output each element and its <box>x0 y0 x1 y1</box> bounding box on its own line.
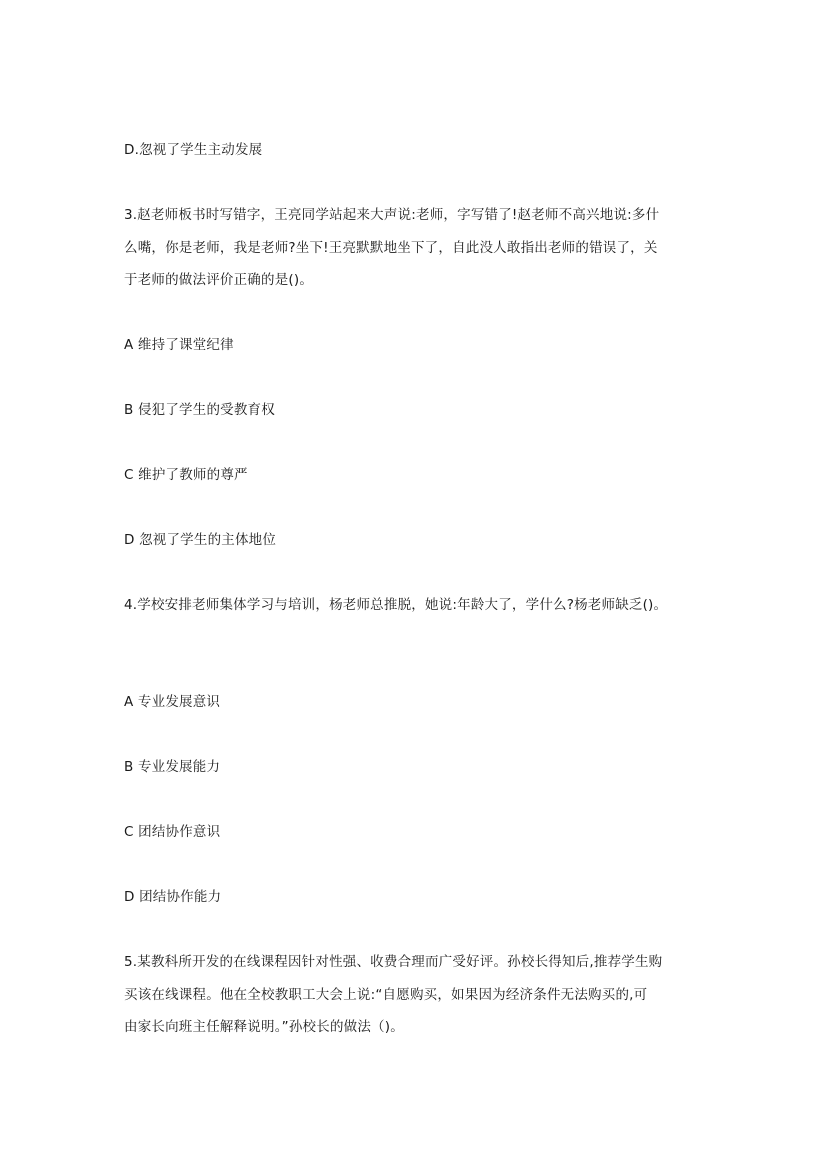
q4-option-d: D 团结协作能力 <box>124 889 222 905</box>
q3-stem-line-3: 于老师的做法评价正确的是()。 <box>124 272 314 288</box>
q4-option-b: B 专业发展能力 <box>124 759 221 775</box>
q2-option-d: D.忽视了学生主动发展 <box>124 142 263 158</box>
q3-option-d: D 忽视了学生的主体地位 <box>124 532 277 548</box>
q3-option-a: A 维持了课堂纪律 <box>124 337 234 353</box>
q4-option-a: A 专业发展意识 <box>124 694 221 710</box>
q3-stem-line-1: 3.赵老师板书时写错字，王亮同学站起来大声说:老师，字写错了!赵老师不高兴地说:多什 <box>124 207 660 223</box>
q5-stem-line-2: 买该在线课程。他在全校教职工大会上说:“自愿购买，如果因为经济条件无法购买的,可 <box>124 987 648 1003</box>
q3-option-b: B 侵犯了学生的受教育权 <box>124 402 275 418</box>
q5-stem-line-1: 5.某教科所开发的在线课程因针对性强、收费合理而广受好评。孙校长得知后,推荐学生购 <box>124 954 663 970</box>
q4-option-c: C 团结协作意识 <box>124 824 221 840</box>
q5-stem-line-3: 由家长向班主任解释说明。”孙校长的做法（)。 <box>124 1019 404 1035</box>
q3-option-c: C 维护了教师的尊严 <box>124 467 248 483</box>
q3-stem-line-2: 么嘴，你是老师，我是老师?坐下!王亮默默地坐下了，自此没人敢指出老师的错误了，关 <box>124 240 658 256</box>
q4-stem-line-1: 4.学校安排老师集体学习与培训，杨老师总推脱，她说:年龄大了，学什么?杨老师缺乏()。 <box>124 597 668 613</box>
